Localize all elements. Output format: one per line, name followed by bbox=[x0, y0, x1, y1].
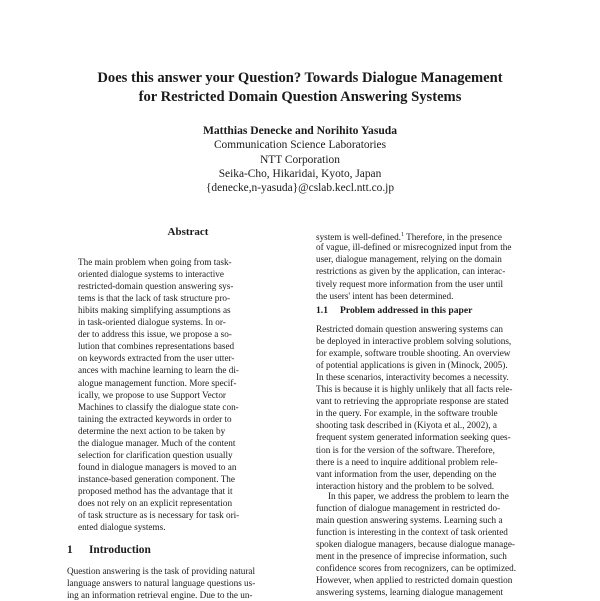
text-line: language answers to natural language questions us- bbox=[67, 578, 256, 589]
text-line: in task-oriented dialogue systems. In or- bbox=[78, 317, 226, 328]
text-line: However, when applied to restricted domain question bbox=[316, 575, 513, 586]
text-line: does not rely on an explicit representation bbox=[78, 498, 233, 508]
text-line: of potential applications is given in (Minock, 2005). bbox=[316, 360, 508, 371]
text-line: taining the extracted keywords in order to bbox=[78, 413, 232, 424]
text-line: alogue management function. More specif- bbox=[78, 377, 237, 388]
text-line: In these scenarios, interactivity becomes a necessity. bbox=[316, 372, 509, 383]
text-line: spoken dialogue managers, because dialogue manage- bbox=[316, 539, 515, 550]
text-line: the users' intent has been determined. bbox=[316, 290, 454, 301]
text-line: for example, software trouble shooting. An overview bbox=[316, 348, 511, 359]
text-line: vant to retrieving the appropriate response are stated bbox=[316, 396, 509, 407]
text-line: instance-based generation component. The bbox=[78, 473, 235, 484]
text-line: In this paper, we address the problem to learn the bbox=[328, 491, 509, 501]
affiliation-lab: Communication Science Laboratories bbox=[213, 139, 387, 151]
text-line: Question answering is the task of providing natural bbox=[67, 566, 256, 576]
author-names: Matthias Denecke and Norihito Yasuda bbox=[202, 124, 398, 137]
text-line: proposed method has the advantage that it bbox=[78, 485, 233, 496]
text-line: of vague, ill-defined or misrecognized input from the bbox=[316, 242, 512, 252]
text-segment: Therefore, in the presence bbox=[403, 232, 503, 243]
text-line: ances with machine learning to learn the di- bbox=[78, 365, 239, 376]
text-line: lution that combines representations based bbox=[78, 341, 235, 352]
text-line: interaction history and the problem to be solved. bbox=[316, 480, 495, 491]
text-line: This is because it is highly unlikely that all facts rele- bbox=[316, 384, 513, 395]
text-line: confidence scores from recognizers, can be optimized. bbox=[316, 563, 516, 574]
section-number: 1 bbox=[67, 544, 73, 556]
text-line: in the query. For example, in the software trouble bbox=[316, 408, 498, 419]
text-line: of task structure as is necessary for task ori- bbox=[78, 510, 240, 521]
affiliation-address: Seika-Cho, Hikaridai, Kyoto, Japan bbox=[218, 168, 382, 180]
text-line: restricted-domain question answering sys- bbox=[78, 281, 234, 292]
abstract-heading: Abstract bbox=[167, 226, 209, 238]
text-line: frequent system generated information seeking ques- bbox=[316, 432, 511, 443]
text-line: tems is that the lack of task structure pro- bbox=[78, 293, 231, 304]
text-line: function of dialogue management in restricted do- bbox=[316, 503, 501, 514]
affiliation-corp: NTT Corporation bbox=[260, 154, 340, 166]
text-line: found in dialogue managers is moved to an bbox=[78, 461, 237, 472]
author-email: {denecke,n-yasuda}@cslab.kecl.ntt.co.jp bbox=[205, 182, 395, 194]
subsection-heading bbox=[316, 305, 472, 316]
text-line: on keywords extracted from the user utter- bbox=[78, 353, 235, 364]
title-line-2: for Restricted Domain Question Answering Systems bbox=[138, 89, 462, 105]
text-line: determine the next action to be taken by bbox=[78, 425, 226, 436]
text-segment: system is well-defined. bbox=[316, 232, 401, 243]
text-line: selection for clarification question usually bbox=[78, 449, 233, 460]
text-line: tion is for the version of the software. Therefore, bbox=[316, 444, 495, 455]
text-line: ically, we propose to use Support Vector bbox=[78, 389, 226, 400]
section-title: Introduction bbox=[89, 544, 151, 556]
text-line: Machines to classify the dialogue state con- bbox=[78, 401, 239, 412]
text-line: tively request more information from the user until bbox=[316, 278, 504, 289]
section-heading-introduction bbox=[67, 544, 151, 556]
text-line: vant information from the user, depending on the bbox=[316, 468, 497, 479]
text-line: function is interesting in the context of task oriented bbox=[316, 527, 508, 538]
footnote-marker: 1 bbox=[400, 232, 404, 238]
text-line: shooting task described in (Kiyota et al., 2002), a bbox=[316, 420, 497, 431]
text-line: be deployed in interactive problem solving solutions, bbox=[316, 336, 512, 347]
text-line: The main problem when going from task- bbox=[78, 257, 232, 267]
text-line: oriented dialogue systems to interactive bbox=[78, 269, 224, 280]
text-line: ing an information retrieval engine. Due to the un- bbox=[67, 590, 253, 601]
subsection-number: 1.1 bbox=[316, 305, 328, 316]
subsection-title: Problem addressed in this paper bbox=[340, 305, 473, 316]
text-line: main question answering systems. Learning such a bbox=[316, 515, 503, 526]
text-line: ment in the presence of imprecise information, such bbox=[316, 551, 507, 562]
text-line: restrictions as given by the application, can interac- bbox=[316, 266, 506, 277]
text-line: there is a need to inquire additional problem rele- bbox=[316, 456, 498, 467]
title-line-1: Does this answer your Question? Towards Dialogue Management bbox=[97, 70, 503, 86]
paper-title bbox=[40, 69, 560, 107]
text-line: hibits making simplifying assumptions as bbox=[78, 305, 231, 316]
text-line: the dialogue manager. Much of the content bbox=[78, 437, 236, 448]
text-line: answering systems, learning dialogue management bbox=[316, 587, 504, 598]
text-line: Restricted domain question answering systems can bbox=[316, 324, 504, 334]
text-line: der to address this issue, we propose a so- bbox=[78, 329, 232, 340]
text-line: user, dialogue management, relying on the domain bbox=[316, 254, 502, 265]
text-line: ented dialogue systems. bbox=[78, 522, 166, 533]
